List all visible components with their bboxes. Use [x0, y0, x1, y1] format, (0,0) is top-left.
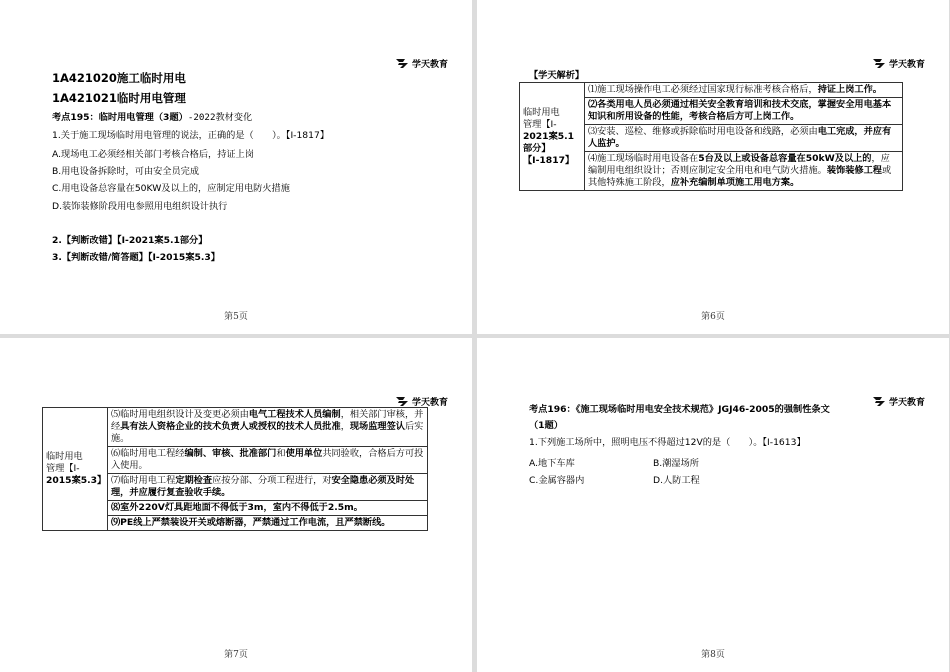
table-row — [108, 447, 428, 474]
heading-section: 1A421020施工临时用电 — [52, 71, 186, 85]
emphasis-text: 装饰装修工程 — [826, 165, 882, 176]
emphasis-text: 电气工程技术人员编制 — [248, 409, 341, 420]
slide-page-7 — [0, 338, 472, 672]
emphasis-text: 编制、审核、批准部门 — [184, 448, 277, 459]
emphasis-text: 定期检查 — [175, 475, 213, 486]
brand-logo — [396, 57, 448, 70]
page-number: 第5页 — [224, 312, 248, 322]
body-text: ⑶安装、巡检、维修或拆除临时用电设备和线路，必须由 — [588, 126, 818, 137]
emphasis-text: 完成，并应有人监护。 — [588, 126, 892, 149]
brand-name: 学天教育 — [888, 60, 925, 70]
table-row — [108, 501, 428, 516]
page-number: 第7页 — [224, 650, 248, 660]
emphasis-text: 持证上岗工作。 — [817, 84, 882, 95]
body-text: ⑸临时用电组织设计及变更必须由 — [111, 409, 249, 420]
brand-mark-icon — [396, 397, 409, 406]
emphasis-text: 具有法人资格企业的技术负责人或授权的技术人员批准 — [120, 421, 341, 432]
option-c: C.用电设备总容量在50KW及以上的，应制定用电防火措施 — [52, 183, 290, 194]
analysis-table — [42, 407, 428, 531]
topic-tag: -2022教材变化 — [187, 112, 253, 123]
body-text: 共同验收，合格后方可投入使用。 — [111, 448, 424, 471]
option-d: D.装饰装修阶段用电参照用电组织设计执行 — [52, 201, 228, 212]
emphasis-text: 使用单位 — [285, 448, 323, 459]
brand-logo — [873, 57, 925, 70]
brand-name: 学天教育 — [888, 398, 925, 408]
analysis-table — [519, 82, 903, 191]
brand-mark-icon — [396, 59, 409, 68]
table-row — [585, 98, 903, 125]
question-3: 3.【判断改错/简答题】【Ⅰ-2015案5.3】 — [52, 252, 220, 263]
body-text: ⑺临时用电工程 — [111, 475, 176, 486]
option-c: C.金属容器内 — [529, 475, 585, 486]
emphasis-text: ⑻室外220V灯具距地面不得低于3m，室内不得低于2.5m。 — [111, 502, 363, 513]
topic-line-2: （1题） — [529, 420, 563, 431]
brand-logo — [873, 395, 925, 408]
table-row — [108, 516, 428, 531]
slide-page-6 — [477, 0, 949, 334]
page-number: 第6页 — [701, 312, 725, 322]
body-text: 应按分部、分项工程进行，对 — [212, 475, 332, 486]
option-b: B.潮湿场所 — [653, 458, 699, 469]
analysis-label: 【学天解析】 — [529, 70, 585, 81]
body-text: 和 — [276, 448, 286, 459]
body-text: 或其他特殊施工阶段， — [588, 165, 892, 188]
topic-line-1: 考点196：《施工现场临时用电安全技术规范》JGJ46-2005的强制性条文 — [529, 404, 830, 415]
body-text: ⑹临时用电工程经 — [111, 448, 185, 459]
body-text: ， — [340, 421, 350, 432]
body-text: 后实施。 — [111, 421, 424, 444]
emphasis-text: 5台及以上或设备总容量在50kW及以上的 — [698, 153, 872, 164]
brand-mark-icon — [873, 397, 886, 406]
table-row — [585, 83, 903, 98]
emphasis-text: ⑵各类用电人员必须通过相关安全教育培训和技术交底，掌握安全用电基本知识和所用设备的性能，考核合格后方可上岗工作。 — [588, 99, 892, 122]
body-text: ⑴施工现场操作电工必须经过国家现行标准考核合格后， — [588, 84, 818, 95]
question-1: 1.关于施工现场临时用电管理的说法，正确的是（ ）。【Ⅰ-1817】 — [52, 130, 330, 141]
table-row — [585, 125, 903, 152]
question-2: 2.【判断改错】【Ⅰ-2021案5.1部分】 — [52, 235, 208, 246]
emphasis-text: 现场监理签认 — [349, 421, 405, 432]
emphasis-text: ⑼PE线上严禁装设开关或熔断器，严禁通过工作电流，且严禁断线。 — [111, 517, 391, 528]
table-row — [108, 474, 428, 501]
table-row — [585, 152, 903, 191]
brand-name: 学天教育 — [411, 60, 448, 70]
table-row — [108, 408, 428, 447]
heading-subsection: 1A421021临时用电管理 — [52, 91, 186, 105]
option-a: A.地下车库 — [529, 458, 575, 469]
question-1: 1.下列施工场所中，照明电压不得超过12V的是（ ）。【Ⅰ-1613】 — [529, 437, 806, 448]
body-text: ⑷施工现场临时用电设备在 — [588, 153, 699, 164]
option-b: B.用电设备拆除时，可由安全员完成 — [52, 166, 200, 177]
emphasis-text: 电工 — [817, 126, 837, 137]
table-left-cell: 临时用电 管理【Ⅰ- 2015案5.3】 — [43, 408, 108, 531]
emphasis-text: 应补充编制单项施工用电方案。 — [670, 177, 800, 188]
emphasis-text: 安全隐患必须及时处理，并应履行复查验收手续。 — [111, 475, 415, 498]
slide-page-8 — [477, 338, 949, 672]
option-d: D.人防工程 — [653, 475, 700, 486]
table-left-cell: 临时用电 管理【Ⅰ- 2021案5.1 部分】 【Ⅰ-1817】 — [520, 83, 585, 191]
option-a: A.现场电工必须经相关部门考核合格后，持证上岗 — [52, 149, 254, 160]
brand-mark-icon — [873, 59, 886, 68]
brand-name: 学天教育 — [411, 398, 448, 408]
page-number: 第8页 — [701, 650, 725, 660]
topic-title: 考点195：临时用电管理（3题） — [52, 112, 188, 123]
slide-page-5 — [0, 0, 472, 334]
topic-line — [52, 112, 252, 124]
body-text: ，应编制用电组织设计；否则应制定安全用电和电气防火措施。 — [588, 153, 890, 176]
body-text: ，相关部门审核，并经 — [111, 409, 424, 432]
